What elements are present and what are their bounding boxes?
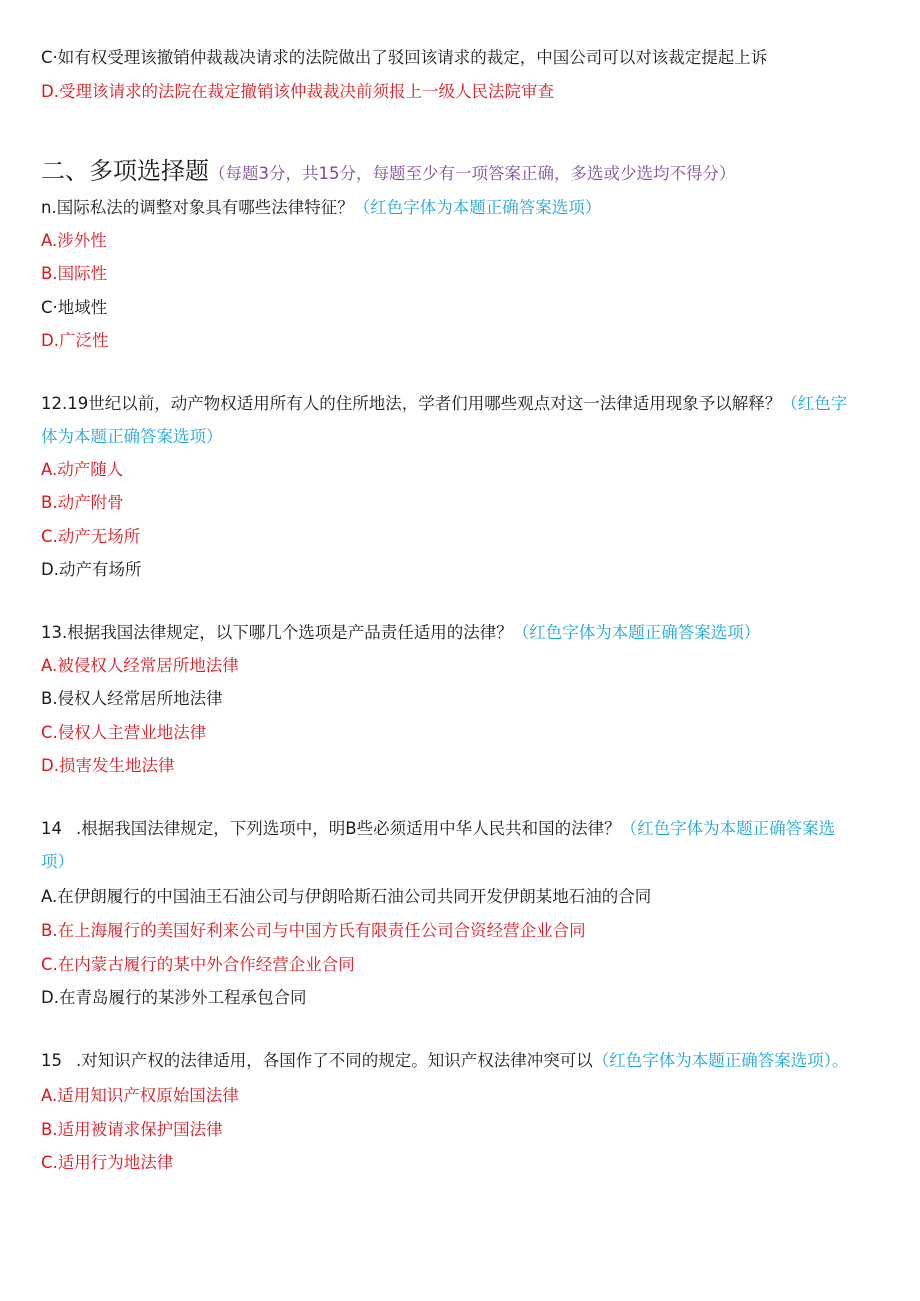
q12-option-d: D.动产有场所 <box>41 560 142 579</box>
question-14-text: .根据我国法律规定，下列选项中，明B些必须适用中华人民共和国的法律？ <box>76 819 621 838</box>
question-15-stem <box>41 1051 849 1071</box>
q11-option-d: D.广泛性 <box>41 331 109 350</box>
q12-option-c: C.动产无场所 <box>41 527 141 546</box>
q11-option-c: C·地域性 <box>41 298 108 317</box>
answer-hint: （红色字体为本题正确答案选 <box>620 819 836 838</box>
question-13-stem <box>41 623 760 643</box>
question-11-text: n.国际私法的调整对象具有哪些法律特征？ <box>41 198 354 217</box>
answer-hint: （红色字 <box>781 394 848 413</box>
answer-hint: （红色字体为本题正确答案选项） <box>353 198 602 217</box>
answer-hint-cont: 体为本题正确答案选项） <box>41 427 223 446</box>
question-15-text: .对知识产权的法律适用，各国作了不同的规定。知识产权法律冲突可以 <box>76 1051 593 1070</box>
q11-option-b: B.国际性 <box>41 264 108 283</box>
q13-option-c: C.侵权人主营业地法律 <box>41 723 207 742</box>
q15-option-b: B.适用被请求保护国法律 <box>41 1120 223 1139</box>
q12-option-b: B.动产附骨 <box>41 493 124 512</box>
question-12-stem <box>41 394 847 414</box>
q12-option-a: A.动产随人 <box>41 460 124 479</box>
option-c-prev: C·如有权受理该撤销仲裁裁决请求的法院做出了驳回该请求的裁定，中国公司可以对该裁定提起上诉 <box>41 48 768 67</box>
answer-hint-cont: 项） <box>41 852 74 871</box>
answer-hint: （红色字体为本题正确答案选项） <box>512 623 761 642</box>
q13-option-b: B.侵权人经常居所地法律 <box>41 689 223 708</box>
section-note: （每题3分，共15分，每题至少有一项答案正确，多选或少选均不得分） <box>209 164 736 183</box>
option-d-prev: D.受理该请求的法院在裁定撤销该仲裁裁决前须报上一级人民法院审查 <box>41 82 554 101</box>
q13-option-a: A.被侵权人经常居所地法律 <box>41 656 239 675</box>
q14-option-b: B.在上海履行的美国好利来公司与中国方氏有限责任公司合资经营企业合同 <box>41 921 586 940</box>
q14-option-c: C.在内蒙古履行的某中外合作经营企业合同 <box>41 955 355 974</box>
answer-hint: （红色字体为本题正确答案选项）。 <box>592 1051 849 1070</box>
question-11-stem <box>41 198 601 218</box>
question-15-number: 15 <box>41 1051 62 1070</box>
question-14-number: 14 <box>41 819 62 838</box>
section-heading <box>41 156 736 189</box>
section-title: 二、多项选择题 <box>41 157 209 185</box>
q15-option-a: A.适用知识产权原始国法律 <box>41 1086 239 1105</box>
q15-option-c: C.适用行为地法律 <box>41 1153 174 1172</box>
q14-option-a: A.在伊朗履行的中国油王石油公司与伊朗哈斯石油公司共同开发伊朗某地石油的合同 <box>41 887 652 906</box>
question-12-text: 12.19世纪以前，动产物权适用所有人的住所地法，学者们用哪些观点对这一法律适用现象予以解释？ <box>41 394 782 413</box>
question-14-stem <box>41 819 835 839</box>
q13-option-d: D.损害发生地法律 <box>41 756 175 775</box>
q14-option-d: D.在青岛履行的某涉外工程承包合同 <box>41 988 307 1007</box>
q11-option-a: A.涉外性 <box>41 231 107 250</box>
question-13-text: 13.根据我国法律规定，以下哪几个选项是产品责任适用的法律？ <box>41 623 513 642</box>
